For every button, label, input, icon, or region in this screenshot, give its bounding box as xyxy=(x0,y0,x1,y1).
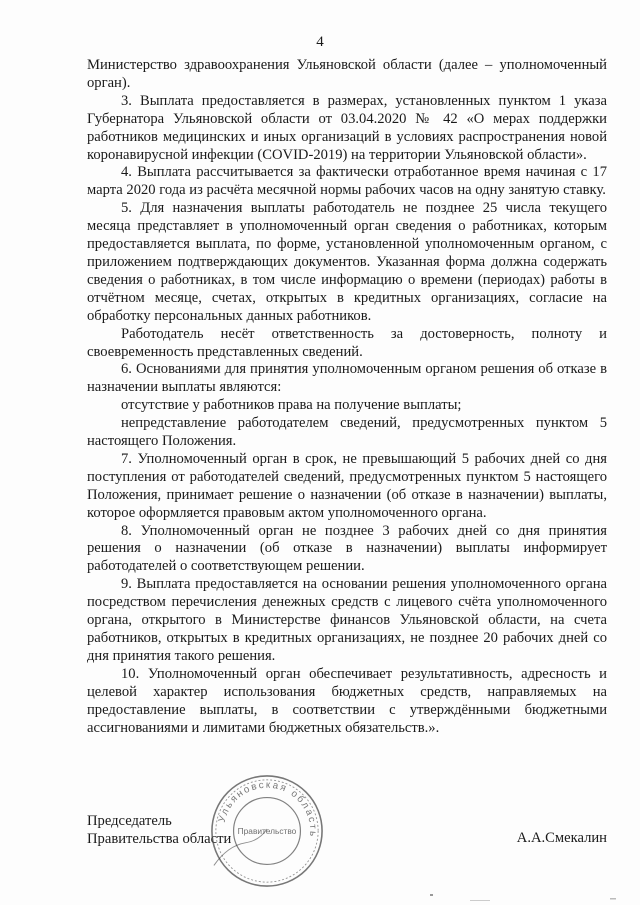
svg-text:Правительство: Правительство xyxy=(237,825,297,836)
paragraph-8: 8. Уполномоченный орган не позднее 3 рабочих дней со дня принятия решения о назначении (об отказе в назначении) выплаты информирует работодателей о соответствующем решении. xyxy=(87,522,607,575)
document-body xyxy=(87,57,607,737)
signatory-title-line2: Правительства области xyxy=(87,831,232,847)
paragraph-9: 9. Выплата предоставляется на основании решения уполномоченного органа посредством перечисления денежных средств с лицевого счёта уполномоченного органа, открытого в Министерстве финансов Ульяновской области, на счета работников, открытых в кредитных организациях, не позднее 20 рабочих дней со дня принятия такого решения. xyxy=(87,576,607,664)
paragraph-6: 6. Основаниями для принятия уполномоченным органом решения об отказе в назначении выплаты являются: xyxy=(87,361,607,396)
paragraph-employer-responsibility: Работодатель несёт ответственность за достоверность, полноту и своевременность представленных сведений. xyxy=(87,325,607,360)
paragraph-5: 5. Для назначения выплаты работодатель не позднее 25 числа текущего месяца представляет в уполномоченный орган сведения о работниках, которым предоставляется выплата, по форме, установленной уполномоченным органом, с приложением подтверждающих документов. Указанная форма должна содержать сведения о работниках, в том числе информацию о времени (периодах) работы в отчётном месяце, счетах, открытых в кредитных организациях, согласие на обработку персональных данных работников. xyxy=(87,200,607,324)
paragraph-continuation: Министерство здравоохранения Ульяновской области (далее – уполномоченный орган). xyxy=(87,57,607,91)
paragraph-4: 4. Выплата рассчитывается за фактически отработанное время начиная с 17 марта 2020 года из расчёта месячной нормы рабочих часов на одну занятую ставку. xyxy=(87,164,607,199)
signatory-name: А.А.Смекалин xyxy=(516,830,607,846)
refusal-ground-2: непредставление работодателем сведений, предусмотренных пунктом 5 настоящего Положения. xyxy=(87,415,607,450)
refusal-ground-1: отсутствие у работников права на получение выплаты; xyxy=(121,397,462,414)
svg-text:Ульяновская область: Ульяновская область xyxy=(216,779,319,839)
page-number: 4 xyxy=(316,34,324,50)
paragraph-7: 7. Уполномоченный орган в срок, не превышающий 5 рабочих дней со дня поступления от работодателей сведений, предусмотренных пунктом 5 настоящего Положения, принимает решение о назначении (об отказе в назначении) выплаты, которое оформляется правовым актом уполномоченного органа. xyxy=(87,450,607,521)
paragraph-3: 3. Выплата предоставляется в размерах, установленных пунктом 1 указа Губернатора Ульяновской области от 03.04.2020 № 42 «О мерах поддержки работников медицинских и иных организаций в условиях распространения новой коронавирусной инфекции (COVID-2019) на территории Ульяновской области». xyxy=(87,92,607,163)
paragraph-10: 10. Уполномоченный орган обеспечивает результативность, адресность и целевой характер использования бюджетных средств, направляемых на предоставление выплаты, в соответствии с утверждёнными бюджетными ассигнованиями и лимитами бюджетных обязательств.». xyxy=(87,665,607,736)
signatory-title-line1: Председатель xyxy=(87,813,172,829)
official-seal-stamp xyxy=(208,772,326,890)
scan-edge-marks xyxy=(0,884,640,905)
